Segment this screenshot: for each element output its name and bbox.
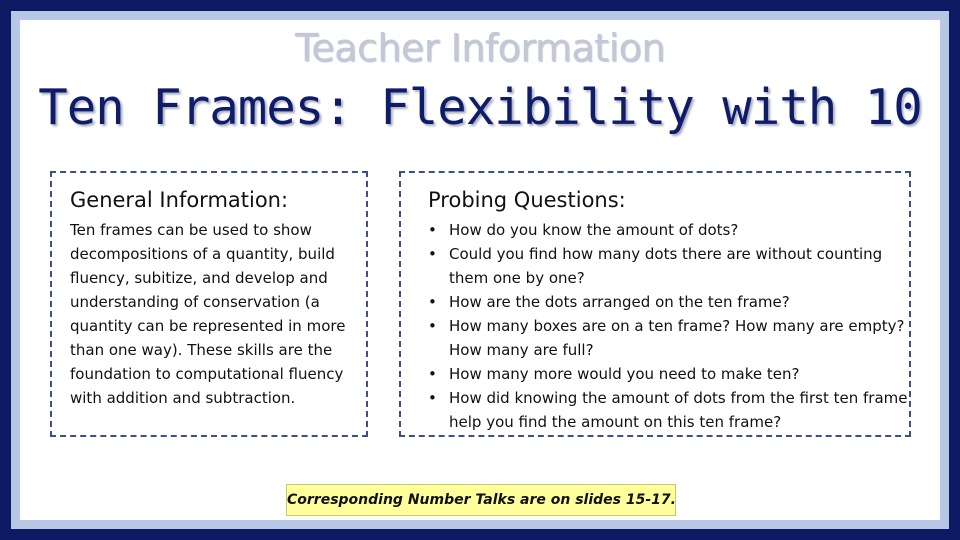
general-information-panel — [50, 171, 368, 437]
list-item — [428, 242, 908, 290]
bullet-icon: • — [428, 221, 437, 239]
slide-title: Ten Frames: Flexibility with 10 — [38, 79, 922, 136]
probing-questions-heading: Probing Questions: — [428, 188, 626, 212]
probing-questions-panel — [399, 171, 911, 437]
bullet-icon: • — [428, 317, 437, 335]
probing-questions-list — [428, 218, 908, 434]
question-text: How do you know the amount of dots? — [449, 221, 739, 239]
question-text: How are the dots arranged on the ten frame? — [449, 293, 790, 311]
list-item — [428, 290, 908, 314]
list-item — [428, 386, 908, 434]
bullet-icon: • — [428, 389, 437, 407]
list-item — [428, 314, 908, 362]
list-item — [428, 362, 908, 386]
question-text: Could you find how many dots there are without counting them one by one? — [449, 245, 883, 287]
general-information-heading: General Information: — [70, 188, 289, 212]
bullet-icon: • — [428, 245, 437, 263]
question-text: How many boxes are on a ten frame? How many are empty? How many are full? — [449, 317, 905, 359]
slide-subtitle: Teacher Information — [295, 26, 665, 70]
general-information-text: Ten frames can be used to show decompositions of a quantity, build fluency, subitize, and develop and understanding of conservation (a quantity can be represented in more than one way). These skills are the foundation to computational fluency with addition and subtraction. — [70, 221, 346, 407]
question-text: How did knowing the amount of dots from the first ten frame help you find the amount on this ten frame? — [449, 389, 908, 431]
question-text: How many more would you need to make ten? — [449, 365, 800, 383]
bullet-icon: • — [428, 293, 437, 311]
list-item — [428, 218, 908, 242]
number-talks-callout: Corresponding Number Talks are on slides 15-17. — [286, 484, 676, 516]
bullet-icon: • — [428, 365, 437, 383]
